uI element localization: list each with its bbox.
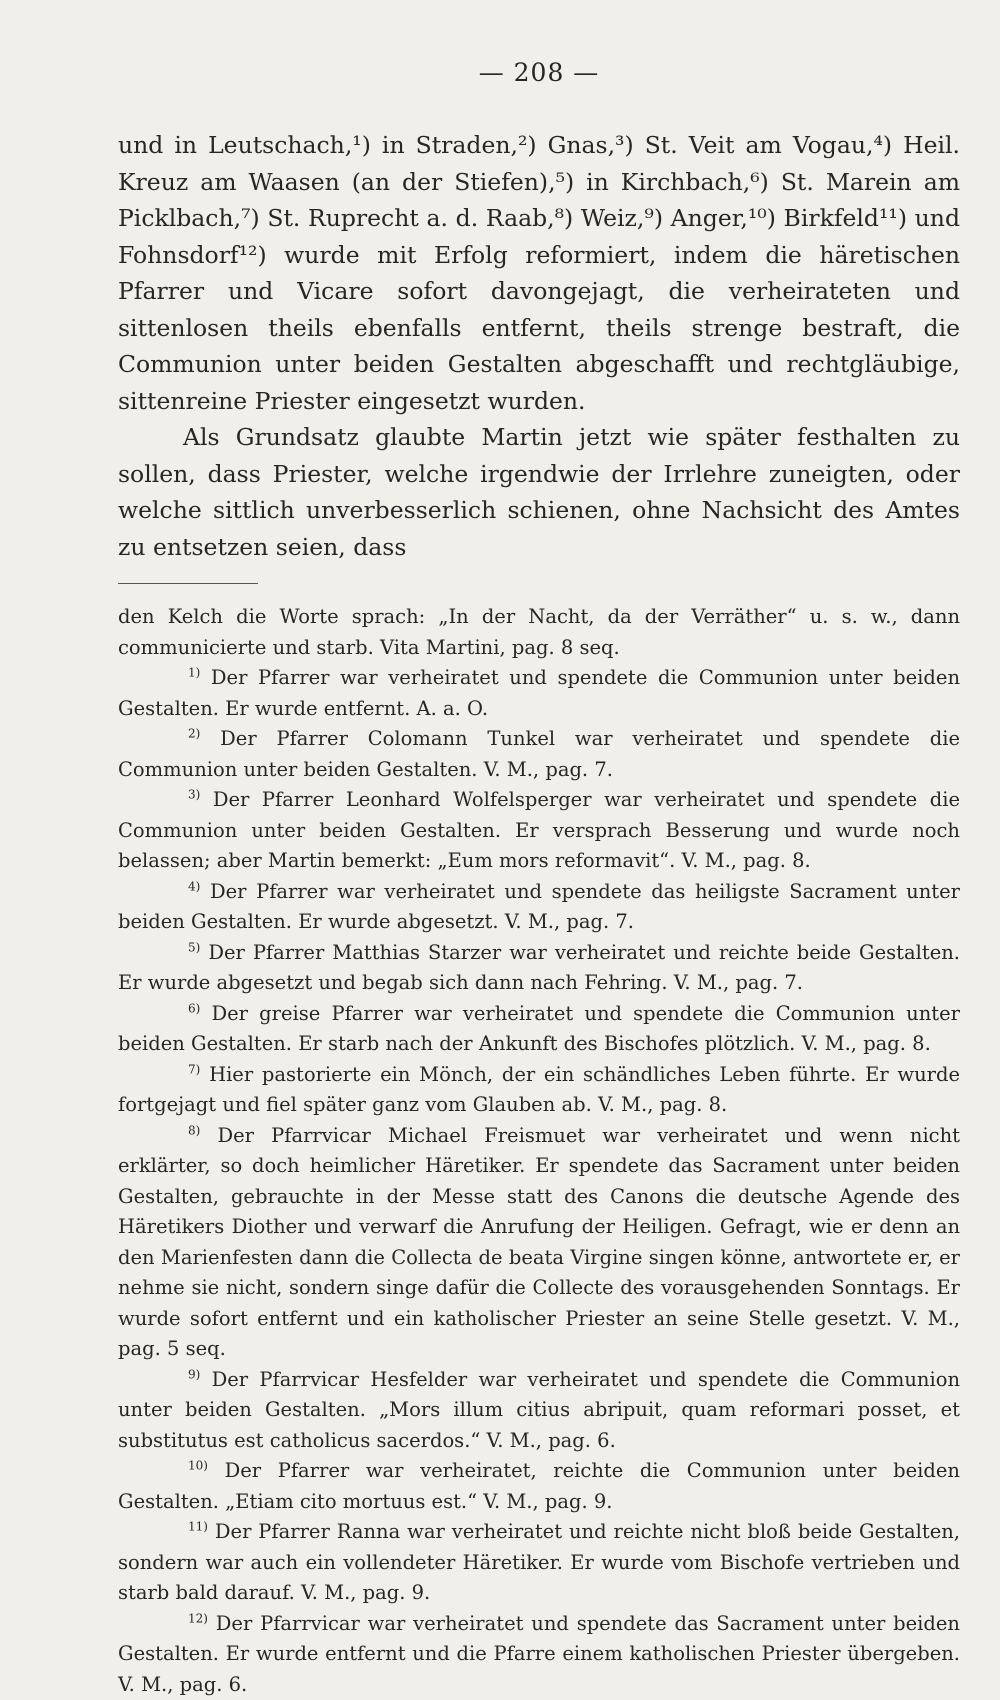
footnote-marker: 3) [188, 788, 200, 802]
footnote-text: Der Pfarrer war verheiratet und spendete die Communion unter beiden Gestalten. Er wurde entfernt. A. a. O. [118, 666, 960, 720]
main-paragraph-2: Als Grundsatz glaubte Martin jetzt wie später festhalten zu sollen, dass Priester, welche irgendwie der Irrlehre zuneigten, oder welche sittlich unverbesserlich schienen, ohne Nachsicht des Amtes zu entsetzen seien, dass [118, 419, 960, 565]
footnote-marker: 9) [188, 1367, 200, 1381]
footnote-text: Der Pfarrvicar Hesfelder war verheiratet und spendete die Communion unter beiden Gestalten. „Mors illum citius abripuit, quam reformari posset, et substitutus est catholicus sacerdos.“ V. M., pag. 6. [118, 1368, 960, 1452]
footnote-text: Der Pfarrer Matthias Starzer war verheiratet und reichte beide Gestalten. Er wurde abgesetzt und begab sich dann nach Fehring. V. M., pag. 7. [118, 941, 960, 995]
footnote-text: Der Pfarrer Leonhard Wolfelsperger war verheiratet und spendete die Communion unter beiden Gestalten. Er versprach Besserung und wurde noch belassen; aber Martin bemerkt: „Eum mors reformavit“. V. M., pag. 8. [118, 788, 960, 872]
footnote-text: Der Pfarrvicar Michael Freismuet war verheiratet und wenn nicht erklärter, so doch heimlicher Häretiker. Er spendete das Sacrament unter beiden Gestalten, gebrauchte in der Messe statt des Canons die deutsche Agende des Häretikers Diother und verwarf die Anrufung der Heiligen. Gefragt, wie er denn an den Marienfesten dann die Collecta de beata Virgine singen könne, antwortete er, er nehme sie nicht, sondern singe dafür die Collecte des vorausgehenden Sonntags. Er wurde sofort entfernt und ein katholischer Priester an seine Stelle gesetzt. V. M., pag. 5 seq. [118, 1124, 960, 1361]
footnote-text: Der Pfarrer war verheiratet und spendete das heiligste Sacrament unter beiden Gestalten. Er wurde abgesetzt. V. M., pag. 7. [118, 880, 960, 934]
page-number: — 208 — [118, 58, 960, 87]
footnote-marker: 12) [188, 1611, 208, 1625]
footnote-marker: 11) [188, 1520, 208, 1534]
footnote [118, 1365, 960, 1457]
footnote [118, 877, 960, 938]
main-paragraph-1: und in Leutschach,¹) in Straden,²) Gnas,³) St. Veit am Vogau,⁴) Heil. Kreuz am Waasen (an der Stiefen),⁵) in Kirchbach,⁶) St. Marein am Picklbach,⁷) St. Ruprecht a. d. Raab,⁸) Weiz,⁹) Anger,¹⁰) Birkfeld¹¹) und Fohnsdorf¹²) wurde mit Erfolg reformiert, indem die häretischen Pfarrer und Vicare sofort davongejagt, die verheirateten und sittenlosen theils ebenfalls entfernt, theils strenge bestraft, die Communion unter beiden Gestalten abgeschafft und rechtgläubige, sittenreine Priester eingesetzt wurden. [118, 127, 960, 419]
footnote [118, 1121, 960, 1365]
footnote-marker: 6) [188, 1001, 200, 1015]
footnote [118, 1060, 960, 1121]
footnote [118, 724, 960, 785]
footnote-marker: 4) [188, 879, 200, 893]
footnote-text: Der greise Pfarrer war verheiratet und spendete die Communion unter beiden Gestalten. Er starb nach der Ankunft des Bischofes plötzlich. V. M., pag. 8. [118, 1002, 960, 1056]
footnote [118, 938, 960, 999]
footnote-continuation: den Kelch die Worte sprach: „In der Nacht, da der Verräther“ u. s. w., dann communicierte und starb. Vita Martini, pag. 8 seq. [118, 602, 960, 663]
footnote [118, 999, 960, 1060]
footnotes [118, 602, 960, 1700]
footnote [118, 785, 960, 877]
footnote-divider [118, 583, 258, 584]
footnote-marker: 5) [188, 940, 200, 954]
footnote-marker: 1) [188, 666, 200, 680]
main-text [118, 127, 960, 565]
footnote-text: Der Pfarrvicar war verheiratet und spendete das Sacrament unter beiden Gestalten. Er wurde entfernt und die Pfarre einem katholischen Priester übergeben. V. M., pag. 6. [118, 1612, 960, 1696]
footnote-text: Der Pfarrer Ranna war verheiratet und reichte nicht bloß beide Gestalten, sondern war auch ein vollendeter Häretiker. Er wurde vom Bischofe vertrieben und starb bald darauf. V. M., pag. 9. [118, 1520, 960, 1604]
footnote-marker: 7) [188, 1062, 200, 1076]
footnote-marker: 10) [188, 1459, 208, 1473]
footnote [118, 1456, 960, 1517]
footnote-marker: 2) [188, 727, 200, 741]
footnote-marker: 8) [188, 1123, 200, 1137]
footnote-text: Der Pfarrer Colomann Tunkel war verheiratet und spendete die Communion unter beiden Gestalten. V. M., pag. 7. [118, 727, 960, 781]
footnote-text: Hier pastorierte ein Mönch, der ein schändliches Leben führte. Er wurde fortgejagt und fiel später ganz vom Glauben ab. V. M., pag. 8. [118, 1063, 960, 1117]
footnote [118, 1517, 960, 1609]
footnote-text: Der Pfarrer war verheiratet, reichte die Communion unter beiden Gestalten. „Etiam cito mortuus est.“ V. M., pag. 9. [118, 1459, 960, 1513]
footnote [118, 1609, 960, 1700]
footnote [118, 663, 960, 724]
